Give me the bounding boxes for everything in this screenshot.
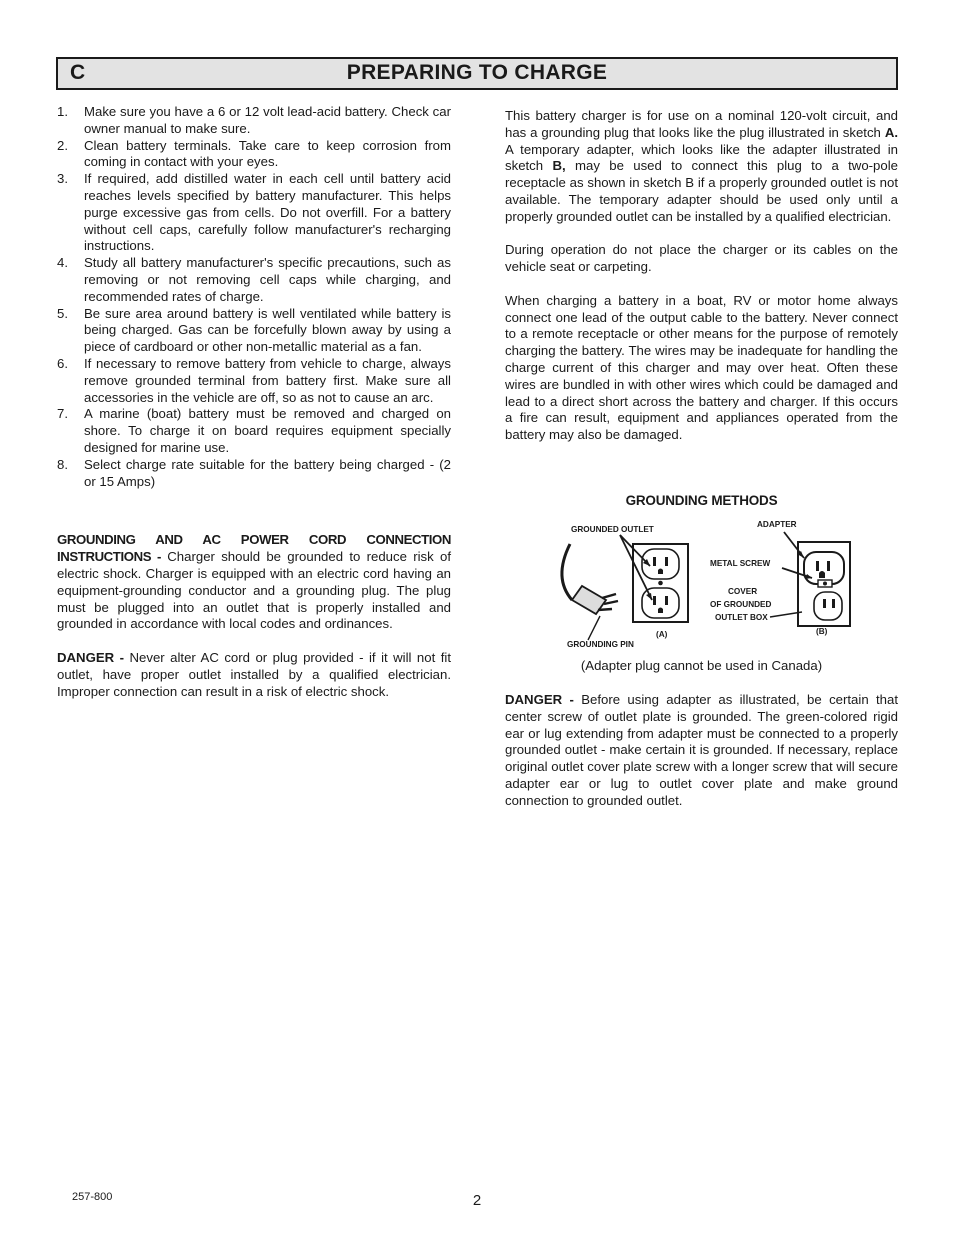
power-cord [562, 544, 572, 600]
metal-screw [823, 582, 827, 586]
grounded-outlet-label: GROUNDED OUTLET [571, 525, 654, 534]
list-item [57, 457, 451, 491]
list-item [57, 171, 451, 255]
section-letter: C [70, 61, 86, 84]
circuit-text-a: This battery charger is for use on a nominal 120-volt circuit, and has a grounding plug that looks like the plug illustrated in sketch [505, 108, 898, 140]
step-number: 1. [57, 104, 68, 119]
list-item [57, 406, 451, 456]
sketch-b-label: (B) [816, 627, 828, 636]
danger-adapter-warning [505, 692, 898, 810]
grounding-text: Charger should be grounded to reduce risk of electric shock. Charger is equipped with an electric cord having an equipment-grounding conductor and a grounding plug. The plug must be plugged into an outlet that is properly installed and grounded in accordance with local codes and ordinances. [57, 549, 451, 632]
sketch-a-label: (A) [656, 630, 668, 639]
metal-screw-label: METAL SCREW [710, 559, 771, 568]
document-code: 257-800 [72, 1191, 113, 1203]
outlet-b-lower-receptacle [814, 592, 842, 620]
step-text: Be sure area around battery is well ventilated while battery is being charged. Gas can be forcefully blown away by using a piece of cardboard or other non-metallic material as a fan. [84, 305, 451, 355]
step-text: Select charge rate suitable for the battery being charged - (2 or 15 Amps) [84, 456, 451, 489]
grounding-pin-label: GROUNDING PIN [567, 640, 634, 649]
grounding-heading: GROUNDING AND AC POWER CORD CONNECTION INSTRUCTIONS - [57, 532, 451, 565]
operation-note: During operation do not place the charger or its cables on the vehicle seat or carpeting. [505, 242, 898, 275]
list-item [57, 138, 451, 172]
step-number: 6. [57, 355, 68, 371]
boat-rv-note: When charging a battery in a boat, RV or motor home always connect one lead of the output cable to the battery. Never connect to a remote receptacle or other means for the purpose of remotely charging the battery. The wires may be inadequate for handling the charge current of this charger and may over heat. Often these wires are bundled in with other wires which could be damaged and lead to a direct short across the battery and charger. If this occurs a fire can result, equipment and appliances operated from the battery may also be damaged. [505, 292, 898, 443]
cover-label-line3: OUTLET BOX [715, 613, 768, 622]
adapter-label: ADAPTER [757, 520, 797, 529]
page-title: PREPARING TO CHARGE [346, 61, 608, 84]
danger-text: Never alter AC cord or plug provided - if it will not fit outlet, have proper outlet installed by a qualified electrician. Improper connection can result in a risk of electric shock. [57, 649, 451, 699]
circuit-text-c: may be used to connect this plug to a two-pole receptacle as shown in sketch B if a properly grounded outlet is not available. The temporary adapter should be used only until a properly grounded outlet can be installed by a qualified electrician. [505, 158, 898, 224]
cover-label-line2: OF GROUNDED [710, 600, 772, 609]
danger-text: Before using adapter as illustrated, be certain that center screw of outlet plate is grounded. The green-colored rigid ear or lug extending from adapter must be connected to a properly grounded outlet - make certain it is grounded. If necessary, replace original outlet cover plate screw with a longer screw that will secure adapter ear or lug to outlet cover plate and make ground connection to grounded outlet. [505, 692, 898, 808]
circuit-text-b: A temporary adapter, which looks like the adapter illustrated in sketch [505, 141, 898, 174]
list-item [57, 356, 451, 406]
step-number: 3. [57, 171, 68, 187]
section-header [56, 57, 898, 90]
page-number: 2 [472, 1192, 482, 1209]
danger-label: DANGER - [57, 649, 125, 665]
step-number: 8. [57, 456, 68, 472]
sketch-b-ref: B, [552, 158, 566, 174]
grounding-instructions [57, 532, 451, 633]
preparation-steps [57, 104, 451, 490]
step-number: 7. [57, 406, 68, 422]
step-text: If necessary to remove battery from vehicle to charge, always remove grounded terminal from battery first. Make sure all accessories in the vehicle are off, so as not to cause an arc. [84, 355, 451, 405]
step-number: 2. [57, 137, 68, 153]
figure-title: GROUNDING METHODS [625, 493, 778, 508]
list-item [57, 104, 451, 138]
danger-label: DANGER - [505, 692, 574, 707]
step-text: If required, add distilled water in each cell until battery acid reaches levels specified by battery manufacturer. This helps purge excessive gas from cells. Do not overfill. For a battery without cell caps, carefully follow manufacturer's recharging instructions. [84, 171, 451, 254]
sketch-a-ref: A. [884, 124, 898, 140]
step-number: 4. [57, 255, 68, 271]
list-item [57, 306, 451, 356]
step-text: Clean battery terminals. Take care to keep corrosion from coming in contact with your eyes. [84, 137, 451, 170]
grounding-pin [598, 609, 612, 610]
center-screw [658, 581, 663, 586]
adapter-body [804, 552, 844, 584]
cover-label-line1: COVER [728, 587, 758, 596]
circuit-info [505, 108, 898, 226]
step-text: A marine (boat) battery must be removed and charged on shore. To charge it on board requires equipment specially designed for marine use. [84, 406, 451, 455]
right-column [505, 108, 898, 444]
left-column [57, 104, 451, 700]
step-text: Make sure you have a 6 or 12 volt lead-acid battery. Check car owner manual to make sure. [84, 104, 451, 136]
list-item [57, 255, 451, 305]
figure-caption: (Adapter plug cannot be used in Canada) [580, 658, 823, 673]
danger-cord-warning [57, 650, 451, 700]
step-number: 5. [57, 305, 68, 321]
grounding-methods-figure [550, 514, 860, 654]
step-text: Study all battery manufacturer's specific precautions, such as removing or not removing cell caps while charging, and recommended rates of charge. [84, 255, 451, 304]
